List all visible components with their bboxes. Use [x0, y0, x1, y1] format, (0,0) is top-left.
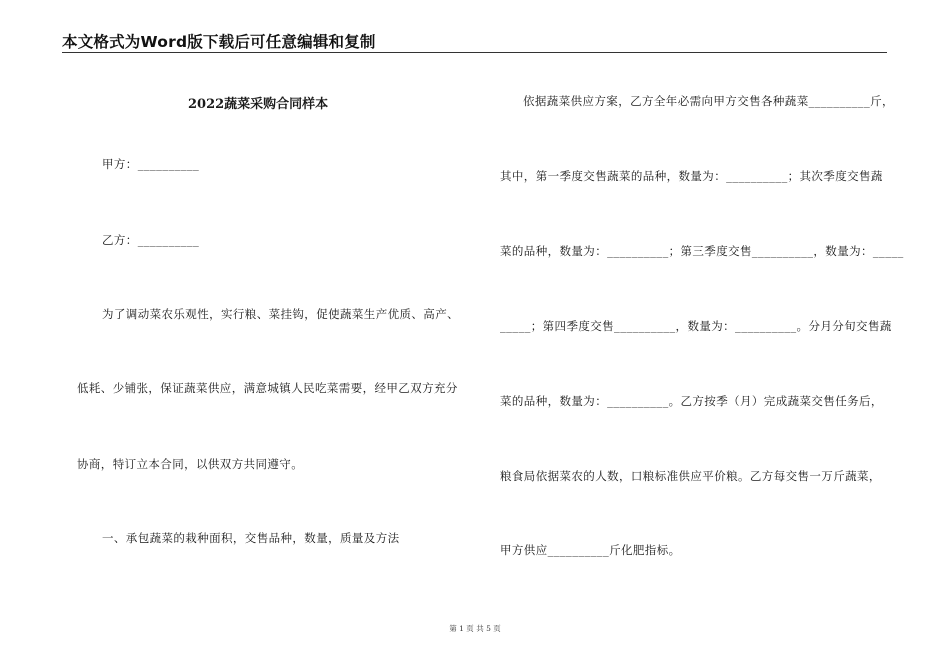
- paragraph-line: 协商，特订立本合同，以供双方共同遵守。: [77, 457, 304, 471]
- paragraph-line: 甲方供应__________斤化肥指标。: [500, 543, 681, 557]
- document-title: 2022蔬菜采购合同样本: [188, 97, 329, 112]
- paragraph-line: 菜的品种，数量为：__________。乙方按季（月）完成蔬菜交售任务后，: [500, 394, 883, 408]
- paragraph-line: 粮食局依据菜农的人数，口粮标准供应平价粮。乙方每交售一万斤蔬菜，: [500, 469, 881, 483]
- paragraph-line: 依据蔬菜供应方案，乙方全年必需向甲方交售各种蔬菜__________斤，: [523, 94, 894, 108]
- paragraph-line: 菜的品种，数量为：__________；第三季度交售__________，数量为：_____: [500, 244, 904, 258]
- party-a-line: 甲方：__________: [102, 157, 200, 171]
- page-indicator: 第 1 页 共 5 页: [449, 624, 501, 633]
- paragraph-line: 为了调动菜农乐观性，实行粮、菜挂钩，促使蔬菜生产优质、高产、: [102, 307, 459, 321]
- paragraph-line: 低耗、少铺张，保证蔬菜供应，满意城镇人民吃菜需要，经甲乙双方充分: [77, 381, 458, 395]
- header-divider: [62, 52, 887, 53]
- party-b-line: 乙方：__________: [102, 233, 200, 247]
- section-heading: 一、承包蔬菜的栽种面积，交售品种，数量，质量及方法: [102, 531, 400, 545]
- paragraph-line: _____；第四季度交售__________，数量为：__________。分月分旬交售蔬: [500, 319, 892, 333]
- document-header: 本文格式为Word版下载后可任意编辑和复制: [62, 33, 376, 51]
- paragraph-line: 其中，第一季度交售蔬菜的品种，数量为：__________；其次季度交售蔬: [500, 169, 883, 183]
